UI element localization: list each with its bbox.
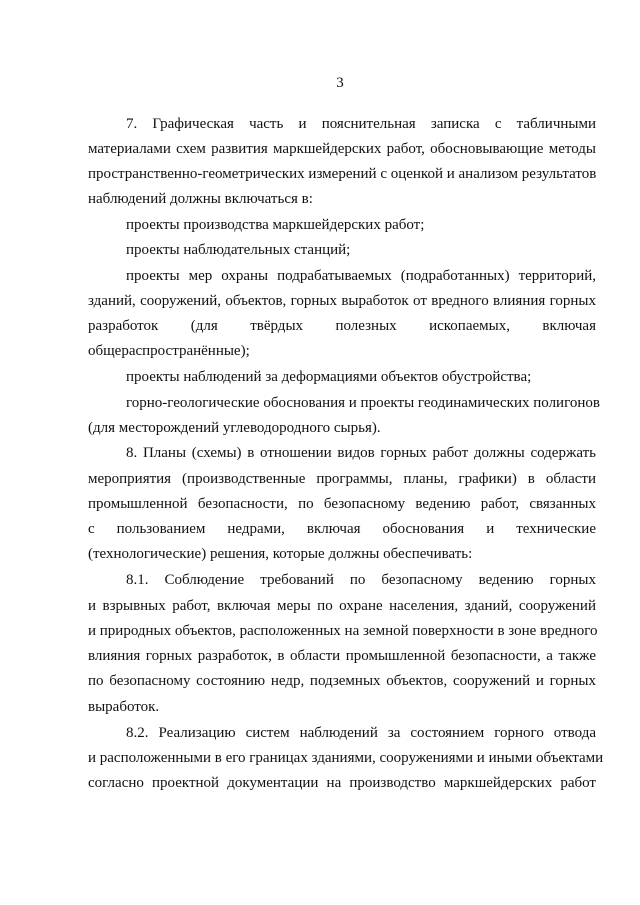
text-line: 7. Графическая часть и пояснительная записка с табличными [126, 116, 596, 132]
text-line: (для месторождений углеводородного сырья). [88, 420, 381, 436]
text-line: горно-геологические обоснования и проекты геодинамических полигонов [126, 395, 600, 411]
text-line: и природных объектов, расположенных на земной поверхности в зоне вредного [88, 623, 598, 639]
text-line: 8.2. Реализацию систем наблюдений за состоянием горного отвода [126, 725, 596, 741]
text-line: зданий, сооружений, объектов, горных выработок от вредного влияния горных [88, 293, 596, 309]
text-line: (технологические) решения, которые должны обеспечивать: [88, 546, 473, 562]
text-line: мероприятия (производственные программы, планы, графики) в области [88, 471, 596, 487]
text-line: влияния горных разработок, в области промышленной безопасности, а также [88, 648, 596, 664]
text-line: проекты наблюдений за деформациями объектов обустройства; [126, 369, 532, 385]
text-line: по безопасному состоянию недр, подземных объектов, сооружений и горных [88, 673, 596, 689]
text-line: согласно проектной документации на производство маркшейдерских работ [88, 775, 596, 791]
text-line: выработок. [88, 699, 160, 715]
text-line: промышленной безопасности, по безопасному ведению работ, связанных [88, 496, 596, 512]
text-line: проекты мер охраны подрабатываемых (подработанных) территорий, [126, 268, 596, 284]
text-line: разработок (для твёрдых полезных ископаемых, включая [88, 318, 596, 334]
text-line: и взрывных работ, включая меры по охране населения, зданий, сооружений [88, 598, 596, 614]
text-line: проекты наблюдательных станций; [126, 242, 351, 258]
text-line: проекты производства маркшейдерских работ; [126, 217, 425, 233]
text-line: материалами схем развития маркшейдерских работ, обосновывающие методы [88, 141, 596, 157]
text-line: и расположенными в его границах зданиями, сооружениями и иными объектами [88, 750, 604, 766]
text-line: общераспространённые); [88, 343, 250, 359]
text-line: 8.1. Соблюдение требований по безопасному ведению горных [126, 572, 596, 588]
page-number: 3 [336, 75, 344, 91]
text-line: 8. Планы (схемы) в отношении видов горных работ должны содержать [126, 445, 596, 461]
text-line: пространственно-геометрических измерений с оценкой и анализом результатов [88, 166, 597, 182]
text-line: наблюдений должны включаться в: [88, 191, 313, 207]
text-line: с пользованием недрами, включая обоснования и технические [88, 521, 596, 537]
